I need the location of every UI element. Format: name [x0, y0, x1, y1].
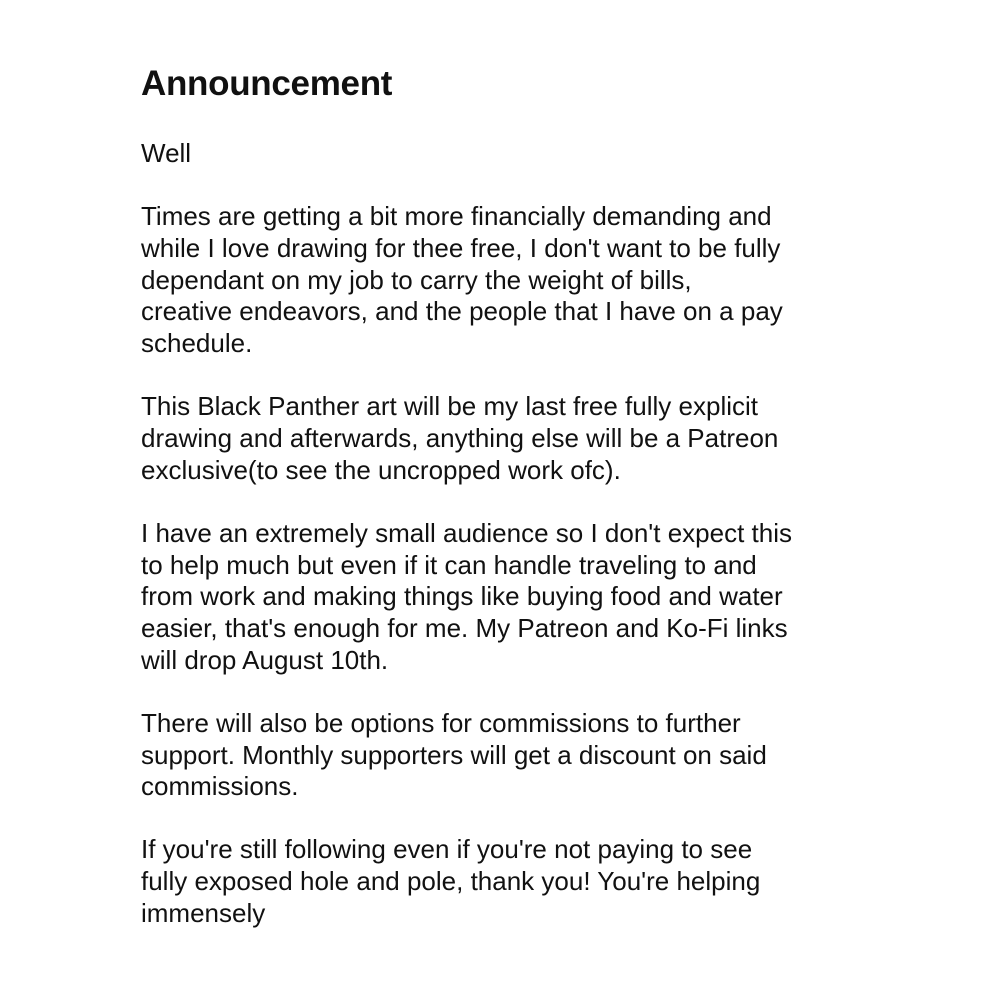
paragraph-financial-context: Times are getting a bit more financially demanding and while I love drawing for thee free, I don't want to be fully dependant on my job to carry the weight of bills, creative endeavors, and the people that I have on a pay schedule. [141, 201, 783, 359]
note-title: Announcement [141, 64, 393, 103]
note-body [141, 138, 901, 930]
paragraph-thank-you: If you're still following even if you're not paying to see fully exposed hole and pole, thank you! You're helping immensely [141, 834, 761, 928]
announcement-note [141, 62, 901, 930]
paragraph-last-free-drawing: This Black Panther art will be my last free fully explicit drawing and afterwards, anything else will be a Patreon exclusive(to see the uncropped work ofc). [141, 391, 779, 485]
paragraph-audience-links: I have an extremely small audience so I don't expect this to help much but even if it can handle traveling to and from work and making things like buying food and water easier, that's enough for me. My Patreon and Ko-Fi links will drop August 10th. [141, 517, 792, 675]
paragraph-commissions: There will also be options for commissions to further support. Monthly supporters will get a discount on said commissions. [141, 707, 767, 802]
paragraph-greeting: Well [141, 138, 192, 168]
